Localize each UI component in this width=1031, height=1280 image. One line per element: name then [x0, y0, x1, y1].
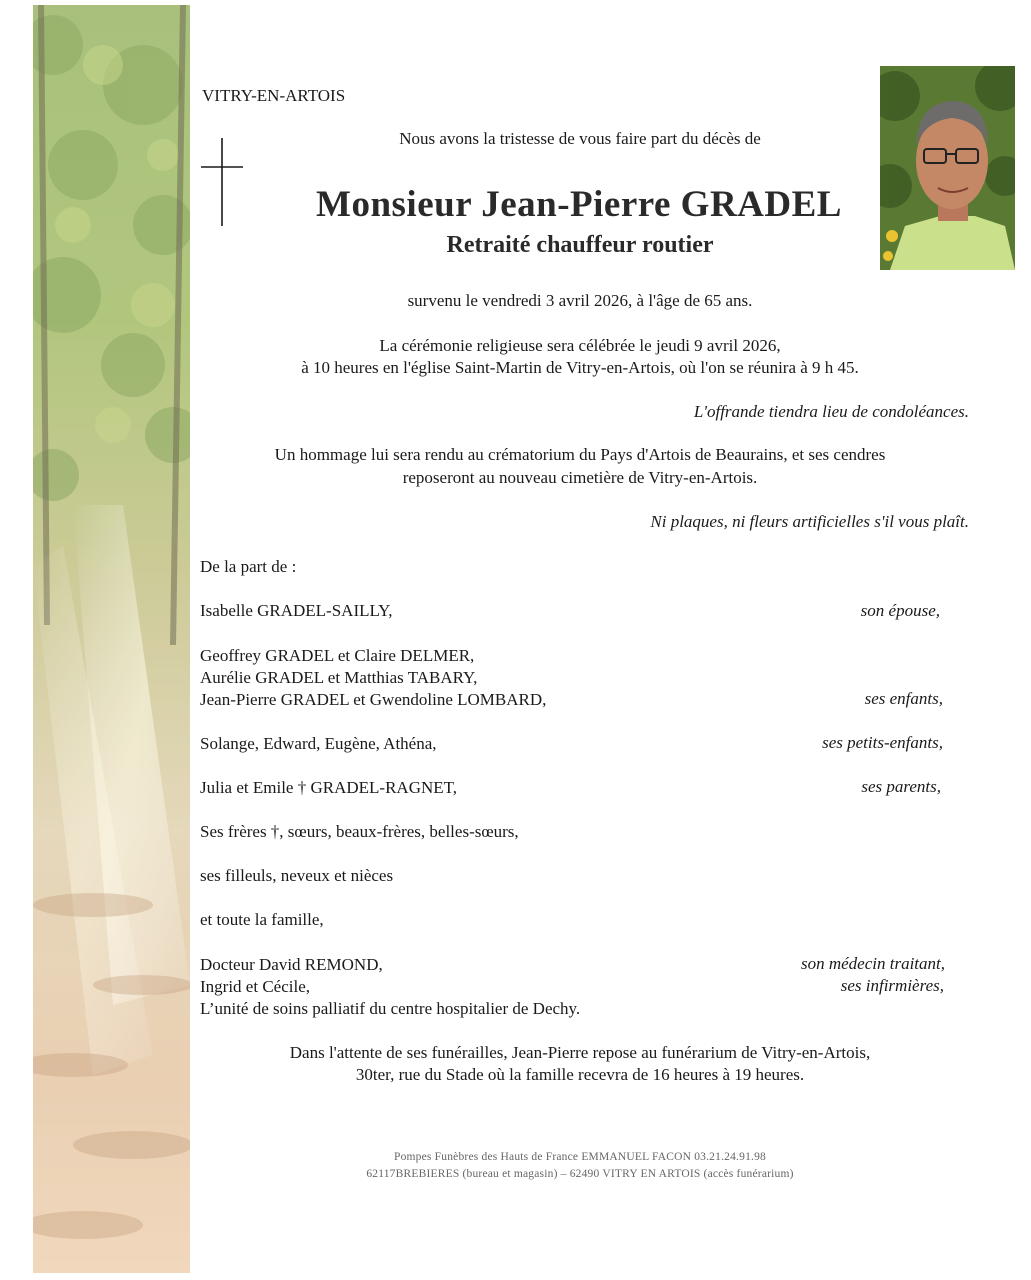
tribute-line-2: reposeront au nouveau cimetière de Vitry-en-Artois.: [402, 468, 758, 487]
offering-note: L'offrande tiendra lieu de condoléances.: [693, 402, 969, 421]
cross-icon: [201, 138, 243, 226]
deceased-profession: Retraité chauffeur routier: [446, 232, 714, 258]
nurses-relation: ses infirmières,: [840, 976, 944, 995]
children-relation: ses enfants,: [864, 689, 943, 708]
portrait-photo: [880, 66, 1015, 270]
grandchildren-names: Solange, Edward, Eugène, Athéna,: [200, 734, 437, 753]
child-3: Jean-Pierre GRADEL et Gwendoline LOMBARD,: [200, 690, 547, 709]
spouse-name: Isabelle GRADEL-SAILLY,: [200, 601, 393, 620]
tribute-line-1: Un hommage lui sera rendu au crématorium du Pays d'Artois de Beaurains, et ses cendres: [274, 445, 886, 464]
no-plaques-note: Ni plaques, ni fleurs artificielles s'il vous plaît.: [650, 512, 969, 531]
death-date-text: survenu le vendredi 3 avril 2026, à l'âge de 65 ans.: [407, 291, 753, 310]
child-1: Geoffrey GRADEL et Claire DELMER,: [200, 646, 475, 665]
funerarium-line-2: 30ter, rue du Stade où la famille recevra de 16 heures à 19 heures.: [355, 1065, 805, 1084]
family-line: et toute la famille,: [200, 910, 324, 929]
forest-path-image: [33, 5, 190, 1273]
town-label: VITRY-EN-ARTOIS: [202, 86, 346, 105]
godchildren-line: ses filleuls, neveux et nièces: [200, 866, 394, 885]
nurses-names: Ingrid et Cécile,: [200, 977, 310, 996]
palliative-unit: L’unité de soins palliatif du centre hospitalier de Dechy.: [200, 999, 581, 1018]
child-2: Aurélie GRADEL et Matthias TABARY,: [200, 668, 478, 687]
intro-text: Nous avons la tristesse de vous faire part du décès de: [399, 129, 761, 148]
funerarium-line-1: Dans l'attente de ses funérailles, Jean-Pierre repose au funérarium de Vitry-en-Artois,: [289, 1043, 871, 1062]
parents-relation: ses parents,: [861, 777, 941, 796]
ceremony-line-2: à 10 heures en l'église Saint-Martin de Vitry-en-Artois, où l'on se réunira à 9 h 45.: [301, 358, 859, 377]
funeral-home-line-2: 62117BREBIERES (bureau et magasin) – 62490 VITRY EN ARTOIS (accès funérarium): [366, 1168, 794, 1180]
from-label: De la part de :: [200, 557, 297, 576]
grandchildren-relation: ses petits-enfants,: [822, 733, 943, 752]
spouse-relation: son épouse,: [860, 601, 940, 620]
ceremony-line-1: La cérémonie religieuse sera célébrée le jeudi 9 avril 2026,: [379, 336, 781, 355]
doctor-name: Docteur David REMOND,: [200, 955, 383, 974]
deceased-name: Monsieur Jean-Pierre GRADEL: [316, 184, 842, 225]
doctor-relation: son médecin traitant,: [800, 954, 945, 973]
siblings-line: Ses frères †, sœurs, beaux-frères, belles-sœurs,: [200, 822, 519, 841]
parents-names: Julia et Emile † GRADEL-RAGNET,: [200, 778, 458, 797]
funeral-home-line-1: Pompes Funèbres des Hauts de France EMMANUEL FACON 03.21.24.91.98: [393, 1151, 767, 1163]
